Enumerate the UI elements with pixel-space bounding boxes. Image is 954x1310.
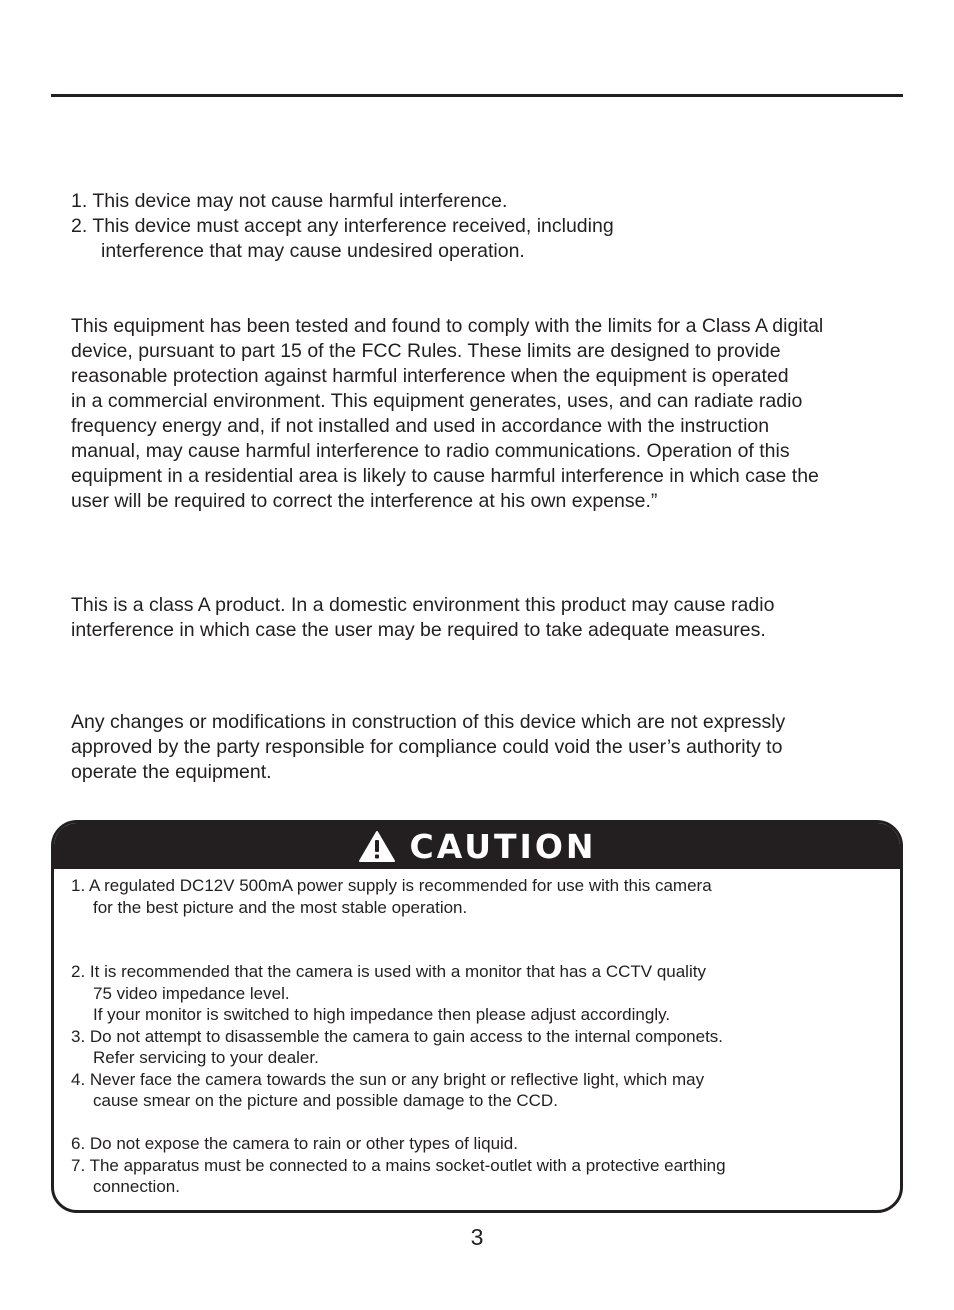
caution-item-2: 2. It is recommended that the camera is used with a monitor that has a CCTV quality [71,962,706,981]
paragraph-line: approved by the party responsible for compliance could void the user’s authority to [71,736,783,758]
paragraph-line: This equipment has been tested and found to comply with the limits for a Class A digital [71,315,824,337]
paragraph-line: device, pursuant to part 15 of the FCC Rules. These limits are designed to provide [71,340,781,362]
paragraph-line: equipment in a residential area is likely to cause harmful interference in which case the [71,465,819,487]
caution-item-2-continued: If your monitor is switched to high impedance then please adjust accordingly. [93,1005,671,1024]
paragraph-line: operate the equipment. [71,761,272,783]
caution-title: CAUTION [409,826,597,866]
caution-item-7-continued: connection. [93,1177,180,1196]
caution-item-3-continued: Refer servicing to your dealer. [93,1048,319,1067]
caution-item-6: 6. Do not expose the camera to rain or other types of liquid. [71,1134,518,1153]
paragraph-line: user will be required to correct the interference at his own expense.” [71,490,658,512]
spacer [71,1112,891,1134]
caution-box [51,820,903,1213]
class-a-notice [71,593,901,643]
warning-triangle-icon [358,830,396,863]
paragraph-line: manual, may cause harmful interference to radio communications. Operation of this [71,440,790,462]
condition-item-2-continued: interference that may cause undesired operation. [101,240,525,262]
caution-item-3: 3. Do not attempt to disassemble the camera to gain access to the internal componets. [71,1026,724,1046]
caution-item-2-continued: 75 video impedance level. [93,983,290,1003]
paragraph-line: frequency energy and, if not installed and used in accordance with the instruction [71,415,770,437]
fcc-conditions-list [71,189,614,264]
condition-item-1: 1. This device may not cause harmful interference. [71,190,508,212]
page-number: 3 [470,1224,484,1250]
paragraph-line: Any changes or modifications in construction of this device which are not expressly [71,711,786,733]
paragraph-line: interference in which case the user may be required to take adequate measures. [71,619,766,641]
top-divider [51,94,903,97]
caution-item-1-continued: for the best picture and the most stable operation. [93,897,468,917]
modifications-notice [71,710,901,785]
caution-item-7: 7. The apparatus must be connected to a mains socket-outlet with a protective earthing [71,1155,726,1175]
caution-header [54,823,900,869]
paragraph-line: in a commercial environment. This equipment generates, uses, and can radiate radio [71,390,803,412]
condition-item-2: 2. This device must accept any interference received, including [71,215,614,237]
spacer [71,918,891,961]
caution-item-1: 1. A regulated DC12V 500mA power supply is recommended for use with this camera [71,876,712,895]
caution-item-4-continued: cause smear on the picture and possible damage to the CCD. [93,1091,558,1110]
paragraph-line: reasonable protection against harmful interference when the equipment is operated [71,365,789,387]
fcc-compliance-statement [71,314,911,514]
paragraph-line: This is a class A product. In a domestic environment this product may cause radio [71,594,775,616]
caution-list [71,875,891,1198]
caution-item-4: 4. Never face the camera towards the sun or any bright or reflective light, which may [71,1069,705,1089]
